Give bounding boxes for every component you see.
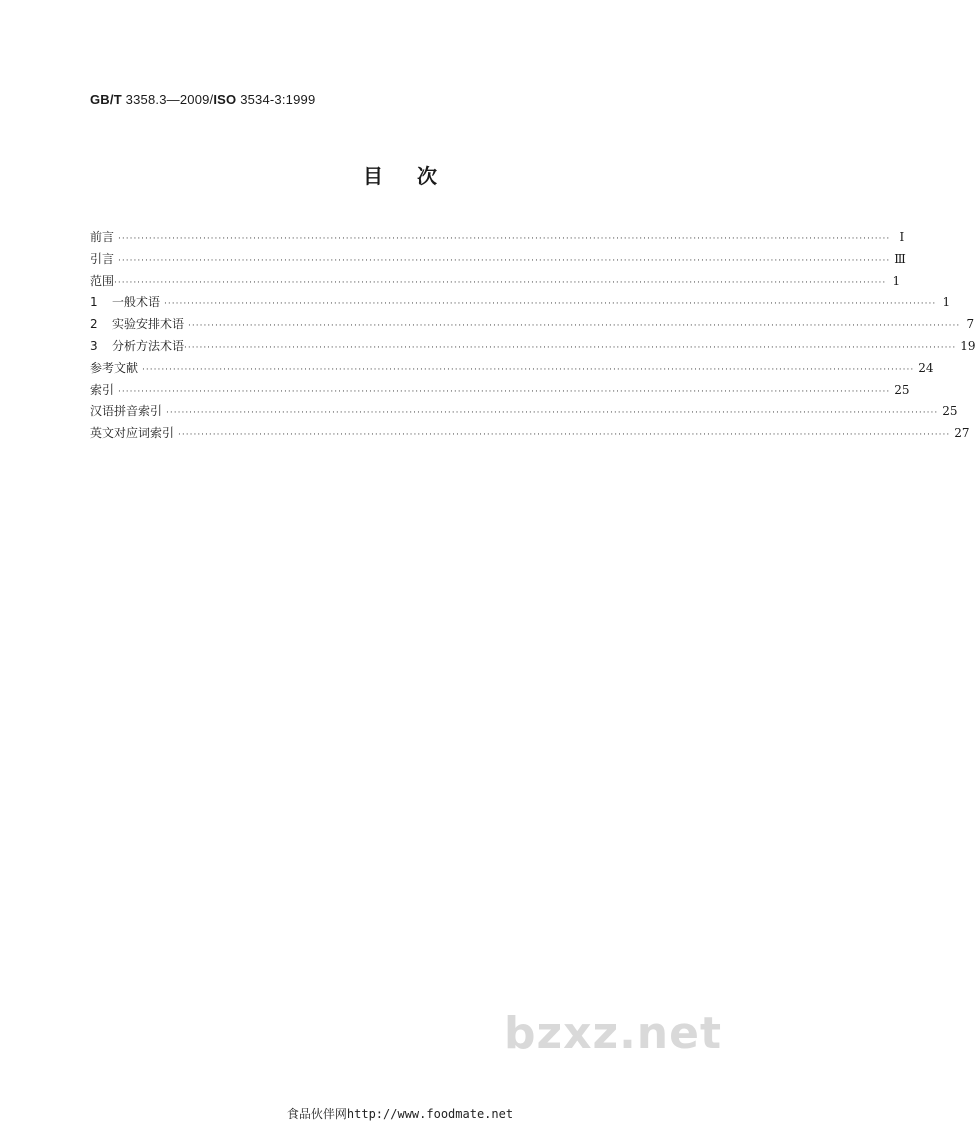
toc-leader-dots: ········································································································································································································	[164, 299, 937, 310]
toc-leader-dots: ········································································································································································································	[118, 255, 891, 266]
iso-ref: 3534-3:1999	[240, 92, 316, 107]
toc-entry-title: 英文对应词索引	[90, 426, 175, 441]
toc-entry-page: 25	[942, 404, 958, 419]
toc-entry-title: 范围	[90, 273, 115, 288]
toc-entry-title: 分析方法术语	[112, 338, 185, 353]
toc-entry-label	[90, 293, 160, 310]
toc-entry-page: 25	[894, 382, 910, 397]
table-of-contents	[90, 228, 975, 446]
toc-entry-title: 参考文献	[90, 360, 139, 375]
toc-entry-page: Ⅲ	[894, 251, 906, 266]
toc-entry-page: 7	[966, 317, 975, 332]
toc-entry-label	[90, 402, 162, 419]
toc-entry-title: 实验安排术语	[112, 317, 185, 332]
document-header	[90, 92, 315, 107]
toc-leader-dots: ········································································································································································································	[184, 342, 957, 353]
toc-entry-page: 1	[942, 295, 951, 310]
toc-entry-number: 1	[90, 295, 98, 310]
toc-leader-dots: ········································································································································································································	[178, 430, 951, 441]
toc-entry-page: 1	[892, 273, 901, 288]
toc-entry[interactable]	[90, 228, 905, 250]
toc-entry-page: I	[899, 230, 905, 244]
toc-entry-label	[90, 381, 114, 398]
toc-leader-dots: ········································································································································································································	[166, 408, 939, 419]
toc-leader-dots: ········································································································································································································	[118, 386, 891, 397]
toc-leader-dots: ········································································································································································································	[118, 234, 891, 244]
toc-entry-title: 引言	[90, 251, 115, 266]
toc-leader-dots: ········································································································································································································	[188, 321, 961, 332]
toc-entry-label	[90, 228, 114, 245]
toc-entry[interactable]	[90, 402, 958, 424]
toc-entry-label	[90, 337, 184, 354]
watermark-logo: bzxz.net	[503, 1008, 722, 1059]
toc-entry[interactable]	[90, 337, 975, 359]
toc-entry[interactable]	[90, 424, 970, 446]
toc-entry-label	[90, 250, 114, 267]
toc-entry-label	[90, 359, 138, 376]
toc-entry[interactable]	[90, 272, 901, 294]
toc-entry-title: 一般术语	[112, 295, 161, 310]
standard-ref: 3358.3—2009/	[125, 92, 214, 107]
toc-entry-page: 27	[954, 426, 970, 441]
toc-leader-dots: ········································································································································································································	[114, 277, 887, 288]
toc-entry[interactable]	[90, 315, 975, 337]
footer-source: 食品伙伴网http://www.foodmate.net	[286, 1107, 514, 1121]
iso-code: ISO	[213, 92, 237, 107]
toc-entry[interactable]	[90, 359, 934, 381]
toc-leader-dots: ········································································································································································································	[142, 364, 915, 375]
standard-code: GB/T	[90, 92, 122, 107]
toc-entry-number: 3	[90, 338, 98, 353]
toc-entry-title: 索引	[90, 382, 115, 397]
toc-entry-title: 前言	[90, 230, 115, 244]
toc-entry-page: 24	[918, 360, 934, 375]
toc-entry-number: 2	[90, 317, 98, 332]
toc-entry-label	[90, 272, 114, 289]
page-title: 目次	[363, 164, 471, 188]
toc-entry[interactable]	[90, 293, 951, 315]
toc-entry-label	[90, 315, 184, 332]
toc-entry-title: 汉语拼音索引	[90, 404, 163, 419]
toc-entry[interactable]	[90, 250, 906, 272]
toc-entry-label	[90, 424, 174, 441]
toc-entry-page: 19	[960, 338, 975, 353]
toc-entry[interactable]	[90, 381, 910, 403]
